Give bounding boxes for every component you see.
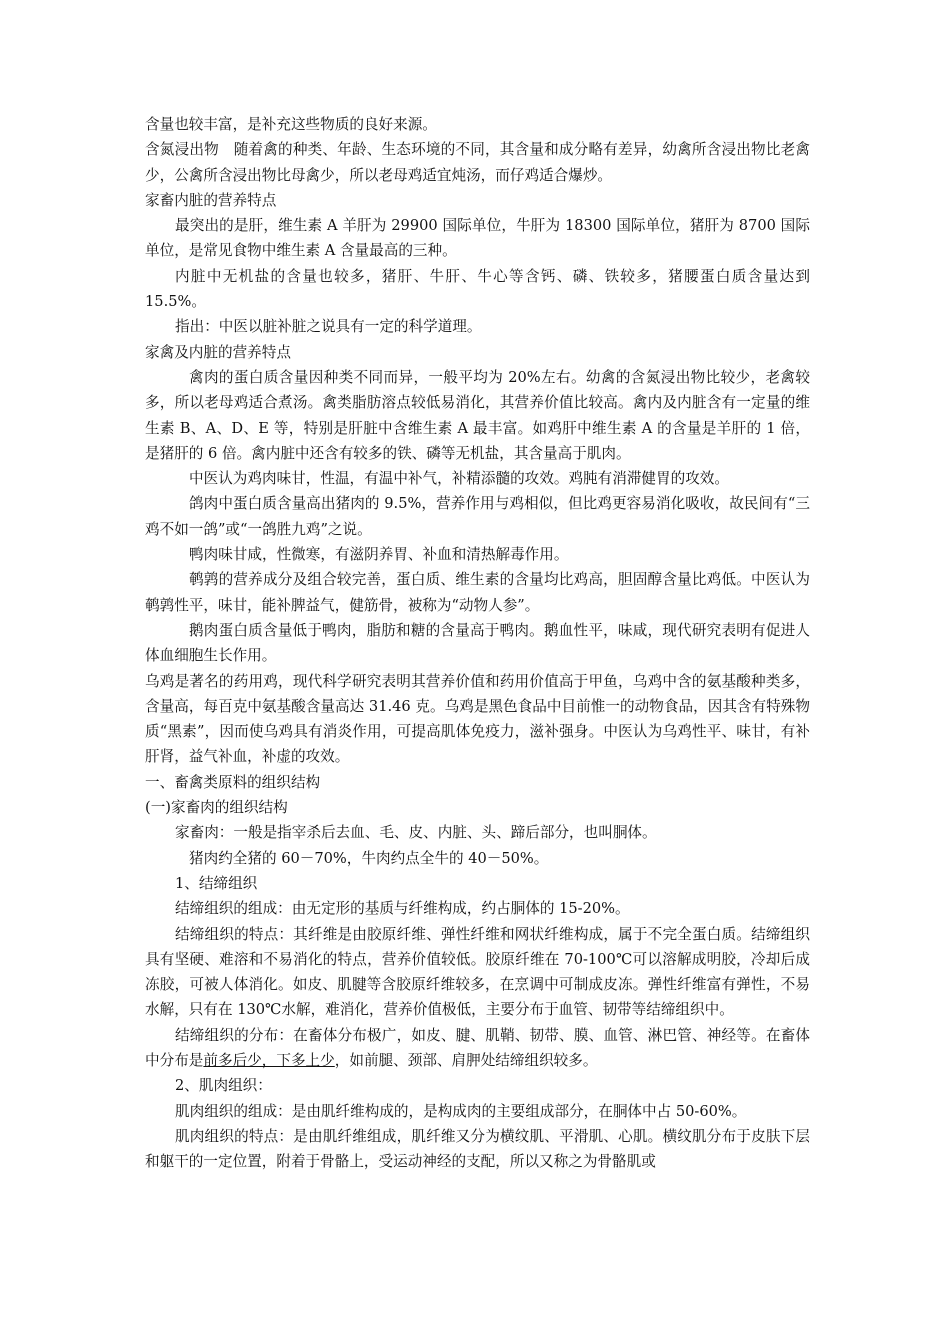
paragraph-13: 鹅肉蛋白质含量低于鸭肉，脂肪和糖的含量高于鸭肉。鹅血性平，味咸，现代研究表明有促进人体血细胞生长作用。 (145, 621, 810, 665)
paragraph-21: 结缔组织的特点：其纤维是由胶原纤维、弹性纤维和网状纤维构成，属于不完全蛋白质。结缔组织具有坚硬、难溶和不易消化的特点，营养价值较低。胶原纤维在 70-100℃可以溶解成明胶，冷却后成冻胶，可被人体消化。如皮、肌腱等含胶原纤维较多，在烹调中可制成皮冻。弹性纤维富有弹性，不易水解，只有在 130℃水解，难消化，营养价值极低，主要分布于血管、韧带等结缔组织中。 (145, 925, 810, 1019)
paragraph-14: 乌鸡是著名的药用鸡，现代科学研究表明其营养价值和药用价值高于甲鱼，乌鸡中含的氨基酸种类多，含量高，每百克中氨基酸含量高达 31.46 克。乌鸡是黑色食品中目前惟一的动物食品，因其含有特殊物质“黑素”，因而使乌鸡具有消炎作用，可提高肌体免疫力，滋补强身。中医认为乌鸡性平、味甘，有补肝肾，益气补血，补虚的攻效。 (145, 672, 810, 766)
paragraph-10: 鸽肉中蛋白质含量高出猪肉的 9.5%，营养作用与鸡相似，但比鸡更容易消化吸收，故民间有“三鸡不如一鸽”或“一鸽胜九鸡”之说。 (145, 495, 810, 538)
paragraph-4: 最突出的是肝，维生素 A 羊肝为 29900 国际单位，牛肝为 18300 国际单位，猪肝为 8700 国际单位，是常见食物中维生素 A 含量最高的三种。 (145, 217, 810, 260)
item-heading-muscle-tissue: 2、肌肉组织： (175, 1077, 272, 1095)
item-heading-connective-tissue: 1、结缔组织 (175, 874, 258, 892)
section-heading-poultry-nutrition: 家禽及内脏的营养特点 (145, 343, 291, 361)
document-body (145, 112, 810, 1174)
paragraph-9: 中医认为鸡肉味甘，性温，有温中补气，补精添髓的攻效。鸡肫有消滞健胃的攻效。 (189, 470, 729, 488)
paragraph-6: 指出：中医以脏补脏之说具有一定的科学道理。 (175, 318, 482, 336)
paragraph-22 (145, 1023, 810, 1074)
paragraph-5: 内脏中无机盐的含量也较多，猪肝、牛肝、牛心等含钙、磷、铁较多，猪腰蛋白质含量达到 15.5%。 (145, 267, 810, 311)
paragraph-17: 家畜肉：一般是指宰杀后去血、毛、皮、内脏、头、蹄后部分，也叫胴体。 (175, 824, 657, 842)
paragraph-11: 鸭肉味甘咸，性微寒，有滋阴养胃、补血和清热解毒作用。 (189, 546, 569, 564)
paragraph-12: 鹌鹑的营养成分及组合较完善，蛋白质、维生素的含量均比鸡高，胆固醇含量比鸡低。中医认为鹌鹑性平，味甘，能补脾益气，健筋骨，被称为“动物人参”。 (145, 571, 810, 614)
paragraph-2: 含氮浸出物 随着禽的种类、年龄、生态环境的不同，其含量和成分略有差异，幼禽所含浸出物比老禽少，公禽所含浸出物比母禽少，所以老母鸡适宜炖汤，而仔鸡适合爆炒。 (145, 141, 810, 184)
section-heading-tissue-structure: 一、畜禽类原料的组织结构 (145, 773, 321, 791)
paragraph-1: 含量也较丰富，是补充这些物质的良好来源。 (145, 116, 437, 133)
paragraph-18: 猪肉约全猪的 60－70%，牛肉约点全牛的 40－50%。 (189, 849, 549, 867)
paragraph-20: 结缔组织的组成：由无定形的基质与纤维构成，约占胴体的 15-20%。 (175, 900, 630, 918)
subsection-heading-livestock-tissue: (一)家畜肉的组织结构 (145, 799, 288, 817)
paragraph-22-text: 结缔组织的分布：在畜体分布极广，如皮、腱、肌鞘、韧带、膜、血管、淋巴管、神经等。在畜体中分布是 (145, 1026, 810, 1069)
underlined-phrase: 前多后少，下多上少 (203, 1051, 335, 1069)
paragraph-22-tail: ，如前腿、颈部、肩胛处结缔组织较多。 (334, 1051, 598, 1069)
paragraph-25: 肌肉组织的特点：是由肌纤维组成，肌纤维又分为横纹肌、平滑肌、心肌。横纹肌分布于皮肤下层和躯干的一定位置，附着于骨骼上，受运动神经的支配，所以又称之为骨骼肌或 (145, 1127, 810, 1171)
section-heading-organ-nutrition: 家畜内脏的营养特点 (145, 191, 277, 209)
paragraph-24: 肌肉组织的组成：是由肌纤维构成的，是构成肉的主要组成部分，在胴体中占 50-60%。 (175, 1102, 747, 1120)
paragraph-8: 禽肉的蛋白质含量因种类不同而异，一般平均为 20%左右。幼禽的含氮浸出物比较少，老禽较多，所以老母鸡适合煮汤。禽类脂肪溶点较低易消化，其营养价值比较高。禽内及内脏含有一定量的维生素 B、A、D、E 等，特别是肝脏中含维生素 A 最丰富。如鸡肝中维生素 A 的含量是羊肝的 1 倍，是猪肝的 6 倍。禽内脏中还含有较多的铁、磷等无机盐，其含量高于肌肉。 (145, 368, 810, 462)
